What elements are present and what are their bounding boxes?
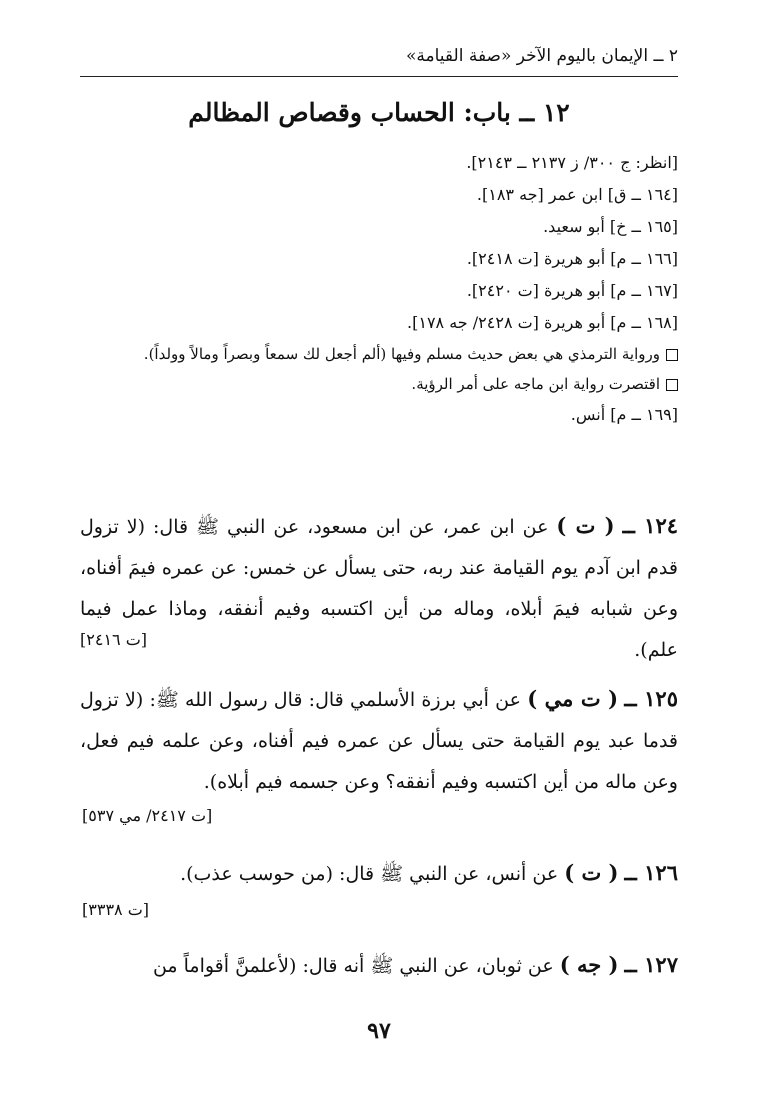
- editor-note: [80, 339, 678, 369]
- hadith-text: عن أبي برزة الأسلمي قال: قال رسول الله ﷺ: (لا تزول قدما عبد يوم القيامة حتى يسأل عن عمره فيم أفناه، وعن علمه فيم فعل، وعن ماله من أين اكتسبه وفيم أنفقه؟ وعن جسمه فيم أبلاه).: [80, 689, 678, 793]
- reference-line: [١٦٦ ــ م] أبو هريرة [ت ٢٤١٨].: [466, 249, 678, 268]
- square-bullet-icon: [666, 379, 678, 391]
- running-header: [80, 40, 678, 77]
- hadith-source: ( جه ): [559, 952, 619, 977]
- hadith-source: ( ت ): [564, 860, 619, 885]
- hadith-number: ١٢٤ ــ: [622, 513, 679, 538]
- hadith-number: ١٢٥ ــ: [624, 686, 678, 711]
- hadith-text: عن ابن عمر، عن ابن مسعود، عن النبي ﷺ قال: (لا تزول قدم ابن آدم يوم القيامة عند ربه، حتى يسأل عن خمس: عن عمره فيمَ أفناه، وعن شبابه فيمَ أبلاه، وماله من أين اكتسبه وفيم أنفقه، وماذا عمل فيما علم).: [80, 516, 678, 661]
- reference-line: [١٦٨ ــ م] أبو هريرة [ت ٢٤٢٨/ جه ١٧٨].: [407, 313, 678, 332]
- reference-line: [١٦٧ ــ م] أبو هريرة [ت ٢٤٢٠].: [466, 281, 678, 300]
- reference-block: [80, 147, 678, 431]
- square-bullet-icon: [666, 349, 678, 361]
- hadith-text: عن ثوبان، عن النبي ﷺ أنه قال: (لأعلمنَّ أقواماً من: [152, 955, 554, 977]
- hadith-source: ( ت مي ): [527, 686, 619, 711]
- reference-line: [١٦٥ ــ خ] أبو سعيد.: [543, 217, 678, 236]
- page-number: ٩٧: [367, 1018, 391, 1044]
- running-title: ٢ ــ الإيمان باليوم الآخر «صفة القيامة»: [406, 46, 678, 66]
- hadith-reference: [ت ٣٣٣٨]: [82, 900, 150, 919]
- hadith-number: ١٢٧ ــ: [624, 952, 678, 977]
- hadith-125: [80, 678, 678, 803]
- note-text: اقتصرت رواية ابن ماجه على أمر الرؤية.: [411, 375, 660, 393]
- hadith-126: [80, 852, 678, 895]
- hadith-reference: [ت ٢٤١٧/ مي ٥٣٧]: [82, 806, 213, 825]
- reference-line: [١٦٩ ــ م] أنس.: [570, 405, 678, 424]
- hadith-text: عن أنس، عن النبي ﷺ قال: (من حوسب عذب).: [180, 863, 559, 885]
- hadith-source: ( ت ): [556, 513, 615, 538]
- reference-line: [١٦٤ ــ ق] ابن عمر [جه ١٨٣].: [476, 185, 678, 204]
- hadith-reference: [ت ٢٤١٦]: [80, 630, 148, 649]
- editor-note: [80, 369, 678, 399]
- hadith-number: ١٢٦ ــ: [624, 860, 678, 885]
- chapter-title: ١٢ ــ باب: الحساب وقصاص المظالم: [188, 98, 570, 127]
- note-text: ورواية الترمذي هي بعض حديث مسلم وفيها (ألم أجعل لك سمعاً وبصراً ومالاً وولداً).: [143, 345, 660, 363]
- hadith-127: [80, 944, 678, 987]
- reference-line: [انظر: ج ٣٠٠/ ز ٢١٣٧ ــ ٢١٤٣].: [466, 153, 678, 172]
- hadith-124: [80, 505, 678, 671]
